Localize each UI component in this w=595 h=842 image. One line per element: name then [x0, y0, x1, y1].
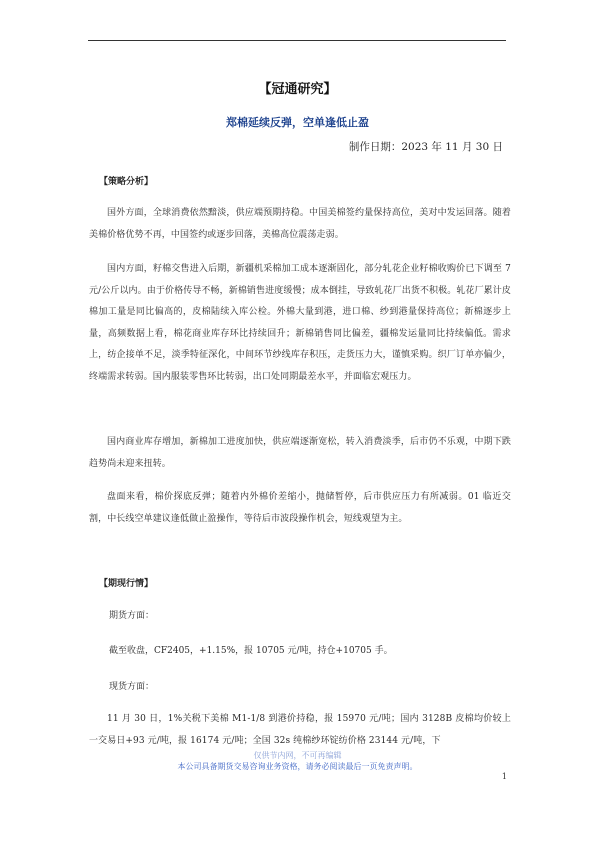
- report-headline: 郑棉延续反弹，空单逢低止盈: [226, 116, 369, 129]
- paragraph-outlook: 盘面来看，棉价探底反弹；随着内外棉价差缩小，抛储暂停，后市供应压力有所减弱。01 临近交割，中长线空单建议逢低做止盈操作，等待后市波段操作机会，短线观望为主。: [89, 492, 511, 524]
- paragraph-inventory: 国内商业库存增加，新棉加工进度加快，供应端逐渐宽松，转入消费淡季，后市仍不乐观，中期下跌趋势尚未迎来扭转。: [89, 437, 511, 469]
- spot-label: 现货方面：: [109, 682, 155, 692]
- section-heading-market: 【期现行情】: [99, 579, 154, 589]
- futures-text: 截至收盘，CF2405，+1.15%，报 10705 元/吨，持仓+10705 手。: [109, 646, 393, 656]
- page-number: 1: [501, 772, 507, 781]
- top-rule: [88, 40, 506, 41]
- futures-label: 期货方面：: [109, 611, 155, 621]
- report-date: 制作日期：2023 年 11 月 30 日: [348, 141, 503, 153]
- section-heading-strategy: 【策略分析】: [99, 177, 154, 187]
- footer-disclaimer: 本公司具备期货交易咨询业务资格，请务必阅读最后一页免责声明。: [177, 762, 418, 771]
- report-brand: 【冠通研究】: [258, 82, 337, 97]
- paragraph-overseas: 国外方面，全球消费依然黯淡，供应端预期持稳。中国美棉签约量保持高位，美对中发运回落。随着美棉价格优势不再，中国签约或逐步回落，美棉高位震荡走弱。: [89, 208, 511, 240]
- paragraph-domestic: 国内方面，籽棉交售进入后期，新疆机采棉加工成本逐渐固化，部分轧花企业籽棉收购价已下调至 7 元/公斤以内。由于价格传导不畅，新棉销售进度缓慢；成本倒挂，导致轧花厂出货不积极。轧花厂累计皮棉加工量是同比偏高的，皮棉陆续入库公检。外棉大量到港，进口棉、纱到港量保持高位；新棉逐步上量，高频数据上看，棉花商业库存环比持续回升；新棉销售同比偏差，疆棉发运量同比持续偏低。需求上，纺企接单不足，淡季特征深化，中间环节纱线库存积压，走货压力大，谨慎采购。织厂订单亦偏少，终端需求转弱。国内服装零售环比转弱，出口处同期最差水平，并面临宏观压力。: [89, 264, 511, 382]
- footer-watermark-text: 仅供节内网，不可再编辑: [253, 751, 342, 760]
- spot-text: 11 月 30 日，1%关税下美棉 M1-1/8 到港价持稳，报 15970 元/吨；国内 3128B 皮棉均价较上一交易日+93 元/吨，报 16174 元/吨；全国 32s 纯棉纱环锭纺价格 23144 元/吨，下: [89, 714, 511, 746]
